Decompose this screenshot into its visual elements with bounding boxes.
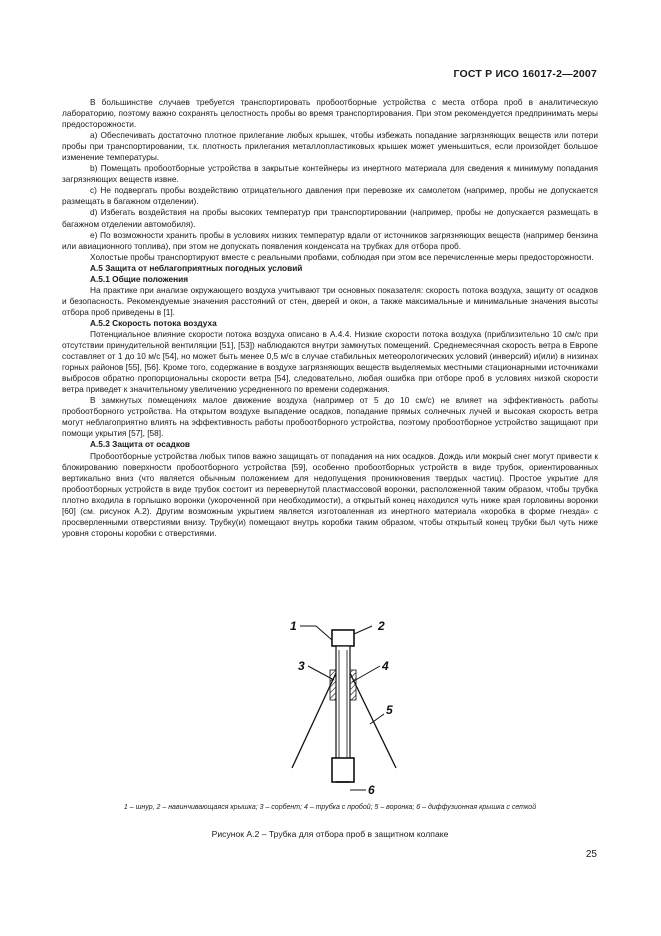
label-2-leader	[354, 626, 372, 634]
paragraph: d) Избегать воздействия на пробы высоких температур при транспортировании (например, пробы не допускается размещать в багажном отделении автомобиля).	[62, 207, 598, 229]
paragraph: c) Не подвергать пробы воздействию отрицательного давления при перевозке их самолетом (например, пробы не допускается размещать в багажном отделении).	[62, 185, 598, 207]
funnel-neck-left	[330, 670, 336, 700]
figure-title: Рисунок А.2 – Трубка для отбора проб в защитном колпаке	[211, 829, 449, 839]
label-6: 6	[368, 783, 375, 797]
figure-a2	[280, 618, 410, 798]
tube-in-funnel-diagram	[280, 618, 410, 798]
page-number: 25	[585, 849, 597, 860]
screw-cap-shape	[332, 630, 354, 646]
funnel-neck-right	[350, 670, 356, 700]
section-heading: А.5.2 Скорость потока воздуха	[90, 317, 217, 328]
section-heading: А.5.1 Общие положения	[90, 273, 189, 284]
diffusion-cap-shape	[332, 758, 354, 782]
section-heading: А.5.3 Защита от осадков	[90, 439, 191, 450]
cord-line	[316, 626, 332, 640]
paragraph: Потенциальное влияние скорости потока воздуха описано в А.4.4. Низкие скорости потока воздуха (приблизительно 10 см/с при отсутствии принудительной вентиляции [51], [53]) наблюдаются внутри замкнутых помещений. Среднемесячная скорость ветра в Европе составляет от 1 до 10 м/с [54], но может быть менее 0,5 м/с в случае стабильных метеорологических условий (инверсий) и(или) в низинах горных районов [55], [56]. Кроме того, содержание в воздухе загрязняющих веществ выделяемых местными стационарными источниками выбросов обратно пропорциональны скорости ветра [54], следовательно, любая ошибка при отборе проб в условиях низкой скорости ветра приведет к значительному увеличению усредненного по времени содержания.	[62, 328, 598, 395]
section-heading: А.5 Защита от неблагоприятных погодных условий	[90, 262, 303, 273]
figure-legend: 1 – шнур, 2 – навинчивающаяся крышка; 3 – сорбент; 4 – трубка с пробой; 5 – воронка; 6 – диффузионная крышка с сеткой	[123, 804, 537, 811]
body-text	[62, 97, 598, 539]
label-3: 3	[298, 659, 305, 673]
label-4: 4	[382, 659, 389, 673]
paragraph: Холостые пробы транспортируют вместе с реальными пробами, соблюдая при этом все перечисленные меры предосторожности.	[90, 251, 594, 262]
funnel-left-wall	[292, 673, 336, 768]
standard-header: ГОСТ Р ИСО 16017-2—2007	[453, 68, 597, 80]
sample-tube-shape	[336, 646, 350, 768]
paragraph: На практике при анализе окружающего воздуха учитывают три основных показателя: скорость потока воздуха, защиту от осадков и безопасность. Рекомендуемые значения расстояний от стен, дверей и окон, а также максимальные и минимальные значения высоты отбора проб приведены в [1].	[62, 284, 598, 317]
label-2: 2	[378, 619, 385, 633]
paragraph: b) Помещать пробоотборные устройства в закрытые контейнеры из инертного материала для сведения к минимуму попадания загрязняющих веществ извне.	[62, 163, 598, 185]
paragraph: e) По возможности хранить пробы в условиях низких температур вдали от источников загрязняющих веществ (например бензина или авиационного топлива), при этом не допускать появления конденсата на трубках для отбора проб.	[62, 229, 598, 251]
paragraph: В замкнутых помещениях малое движение воздуха (например от 5 до 10 см/с) не влияет на эффективность работы пробоотборного устройства. На открытом воздухе выпадение осадков, попадание прямых солнечных лучей и высокая скорость ветра могут неблагоприятно влиять на эффективность работы пробоотборного устройства, поэтому пробоотборное устройство защищают при помощи укрытия [57], [58].	[62, 395, 598, 439]
paragraph: Пробоотборные устройства любых типов важно защищать от попадания на них осадков. Дождь или мокрый снег могут привести к блокированию поверхности пробоотборного устройства [59], особенно пробоотборных устройств в виде трубок, ориентированных вертикально вниз (что является обычным положением для недопущения проникновения твердых частиц). Простое укрытие для пробоотборных устройств в виде трубок состоит из перевернутой пластмассовой воронки, расположенной таким образом, чтобы трубка плотно входила в горлышко воронки (укороченной при необходимости), а открытый конец находился чуть ниже края горловины воронки [60] (см. рисунок А.2). Другим возможным укрытием является изготовленная из инертного материала «коробка в форме гнезда» с просверленными отверстиями внизу. Трубку(и) помещают внутрь коробки таким образом, чтобы открытый конец трубки был чуть ниже уровня стороны коробки с отверстиями.	[62, 450, 598, 538]
paragraph: a) Обеспечивать достаточно плотное прилегание любых крышек, чтобы избежать попадание загрязняющих веществ или потери пробы при транспортировании, т.к. плотность прилегания металлопластиковых крышек может уменьшиться, если произойдет большое изменение температуры.	[62, 130, 598, 163]
funnel-right-wall	[350, 673, 396, 768]
paragraph: В большинстве случаев требуется транспортировать пробоотборные устройства с места отбора проб в аналитическую лабораторию, поэтому важно сохранять целостность пробы во время транспортирования. При этом рекомендуется предпринимать меры предосторожности.	[62, 97, 598, 130]
label-5: 5	[386, 703, 393, 717]
label-1: 1	[290, 619, 297, 633]
